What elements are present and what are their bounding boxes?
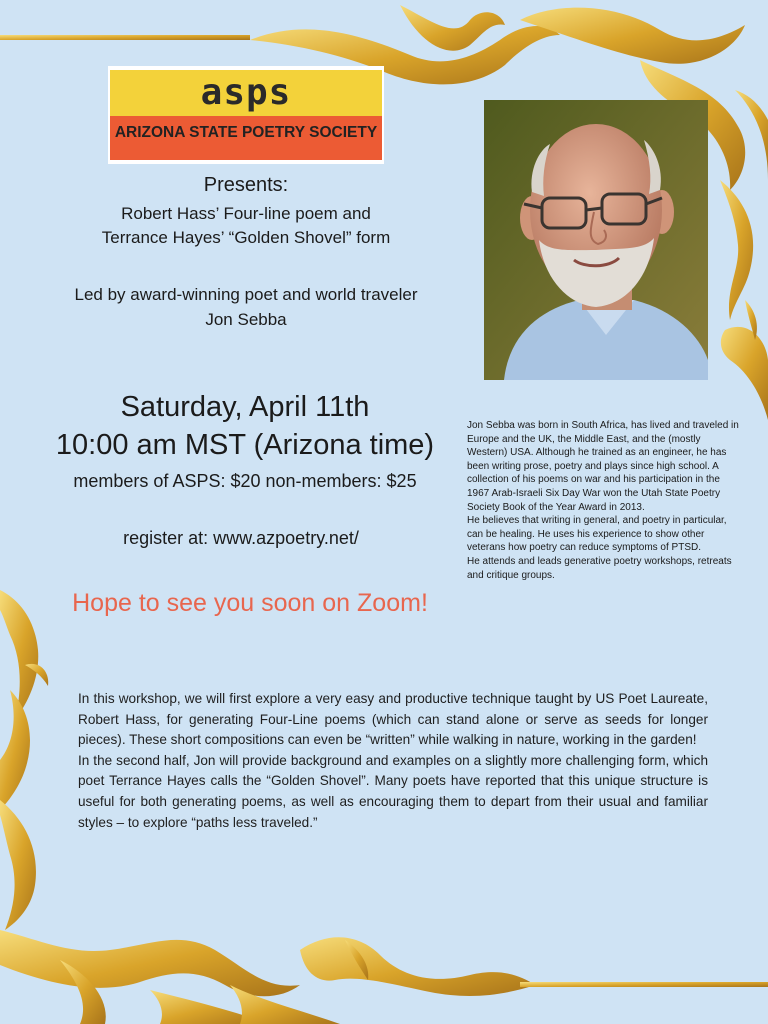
- workshop-title-line-2: Terrance Hayes’ “Golden Shovel” form: [101, 228, 391, 247]
- logo-full-name: ARIZONA STATE POETRY SOCIETY: [114, 124, 378, 141]
- hope-message: Hope to see you soon on Zoom!: [72, 589, 428, 617]
- workshop-title-line-1: Robert Hass’ Four-line poem and: [121, 204, 371, 223]
- poet-bio: [467, 419, 739, 582]
- bio-paragraph: Jon Sebba was born in South Africa, has lived and traveled in Europe and the UK, the Middle East, and the (mostly Western) USA. Although he trained as an engineer, he has been writing prose, poetry and plays since high school. A collection of his poems on war and his participation in the 1967 Arab-Israeli Six Day War won the Utah State Poetry Society Book of the Year Award in 2013.: [467, 420, 739, 513]
- workshop-description: [78, 689, 708, 833]
- poet-portrait-photo: [484, 100, 708, 380]
- description-paragraph: In this workshop, we will first explore a very easy and productive technique taught by US Poet Laureate, Robert Hass, for generating Four-Line poems (which can stand alone or serve as seeds for longer pieces). These short compositions can even be “written” while walking in nature, working in the garden!: [78, 691, 708, 748]
- asps-logo: [108, 66, 384, 164]
- bio-paragraph: He attends and leads generative poetry workshops, retreats and critique groups.: [467, 555, 732, 581]
- leader-line: Led by award-winning poet and world traveler Jon Sebba: [74, 285, 418, 329]
- event-time: 10:00 am MST (Arizona time): [55, 429, 435, 461]
- description-paragraph: In the second half, Jon will provide background and examples on a slightly more challenging form, which poet Terrance Hayes calls the “Golden Shovel”. Many poets have reported that this unique structure is useful for both generating poems, as well as encouraging them to depart from their usual and familiar styles – to explore “paths less traveled.”: [78, 752, 708, 830]
- event-prices: members of ASPS: $20 non-members: $25: [73, 471, 417, 491]
- logo-abbreviation: asps: [200, 72, 292, 113]
- event-date: Saturday, April 11th: [120, 391, 370, 423]
- bio-paragraph: He believes that writing in general, and poetry in particular, can be healing. He uses his experience to show other veterans how poetry can reduce symptoms of PTSD.: [467, 515, 727, 554]
- presents-label: Presents:: [203, 174, 289, 196]
- register-line: register at: www.azpoetry.net/: [123, 528, 359, 548]
